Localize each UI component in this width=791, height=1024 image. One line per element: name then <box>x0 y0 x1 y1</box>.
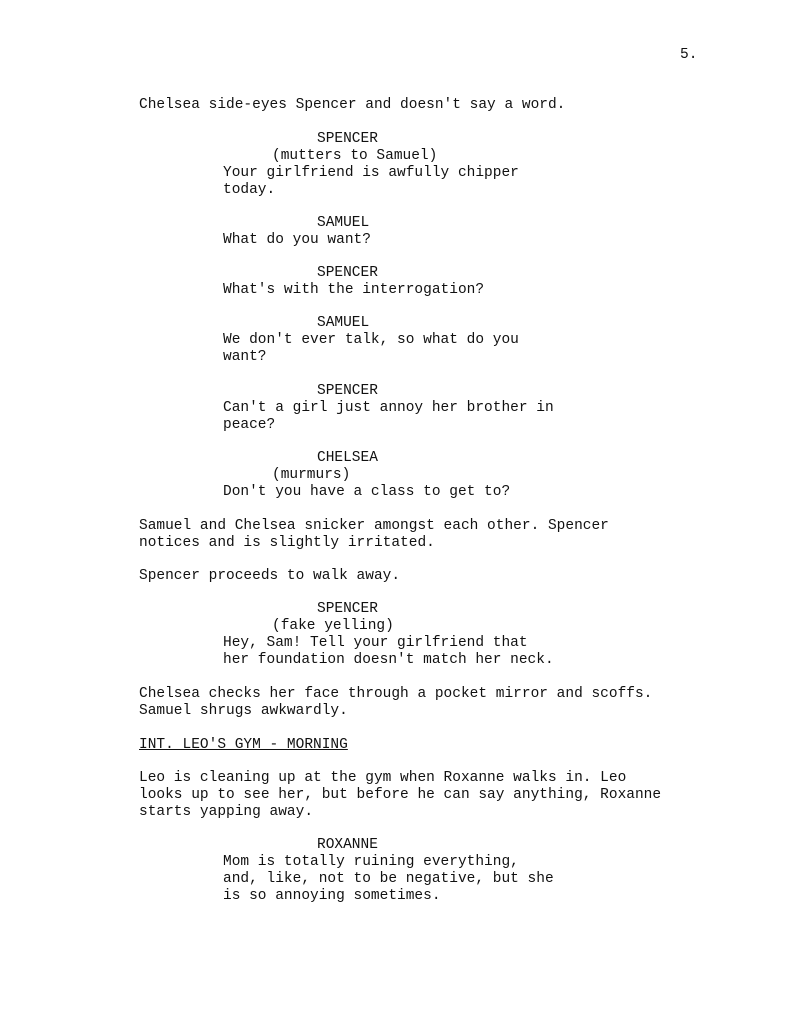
dialogue-line: is so annoying sometimes. <box>223 888 441 904</box>
parenthetical: (murmurs) <box>272 467 351 483</box>
dialogue-line: Your girlfriend is awfully chipper <box>223 165 519 181</box>
dialogue-line: peace? <box>223 417 276 433</box>
dialogue-line: Can't a girl just annoy her brother in <box>223 400 554 416</box>
character-name: SPENCER <box>317 131 378 147</box>
action-line: Samuel shrugs awkwardly. <box>139 703 348 719</box>
action-line: Samuel and Chelsea snicker amongst each other. Spencer <box>139 518 609 534</box>
parenthetical: (mutters to Samuel) <box>272 148 438 164</box>
character-name: SAMUEL <box>317 215 370 231</box>
dialogue-line: We don't ever talk, so what do you <box>223 332 519 348</box>
action-line: looks up to see her, but before he can say anything, Roxanne <box>139 787 662 803</box>
character-name: SPENCER <box>317 601 378 617</box>
dialogue-line: Mom is totally ruining everything, <box>223 854 519 870</box>
action-line: Leo is cleaning up at the gym when Roxanne walks in. Leo <box>139 770 627 786</box>
page-number: 5. <box>680 47 698 63</box>
character-name: SPENCER <box>317 383 378 399</box>
dialogue-line: Don't you have a class to get to? <box>223 484 511 500</box>
character-name: ROXANNE <box>317 837 378 853</box>
character-name: CHELSEA <box>317 450 378 466</box>
dialogue-line: her foundation doesn't match her neck. <box>223 652 554 668</box>
action-line: starts yapping away. <box>139 804 314 820</box>
dialogue-line: What's with the interrogation? <box>223 282 485 298</box>
scene-heading: INT. LEO'S GYM - MORNING <box>139 737 348 753</box>
dialogue-line: and, like, not to be negative, but she <box>223 871 554 887</box>
dialogue-line: What do you want? <box>223 232 371 248</box>
character-name: SAMUEL <box>317 315 370 331</box>
parenthetical: (fake yelling) <box>272 618 394 634</box>
action-line: notices and is slightly irritated. <box>139 535 435 551</box>
action-line: Spencer proceeds to walk away. <box>139 568 401 584</box>
dialogue-line: Hey, Sam! Tell your girlfriend that <box>223 635 528 651</box>
character-name: SPENCER <box>317 265 378 281</box>
dialogue-line: want? <box>223 349 267 365</box>
dialogue-line: today. <box>223 182 276 198</box>
action-line: Chelsea checks her face through a pocket mirror and scoffs. <box>139 686 653 702</box>
action-line: Chelsea side-eyes Spencer and doesn't say a word. <box>139 97 566 113</box>
